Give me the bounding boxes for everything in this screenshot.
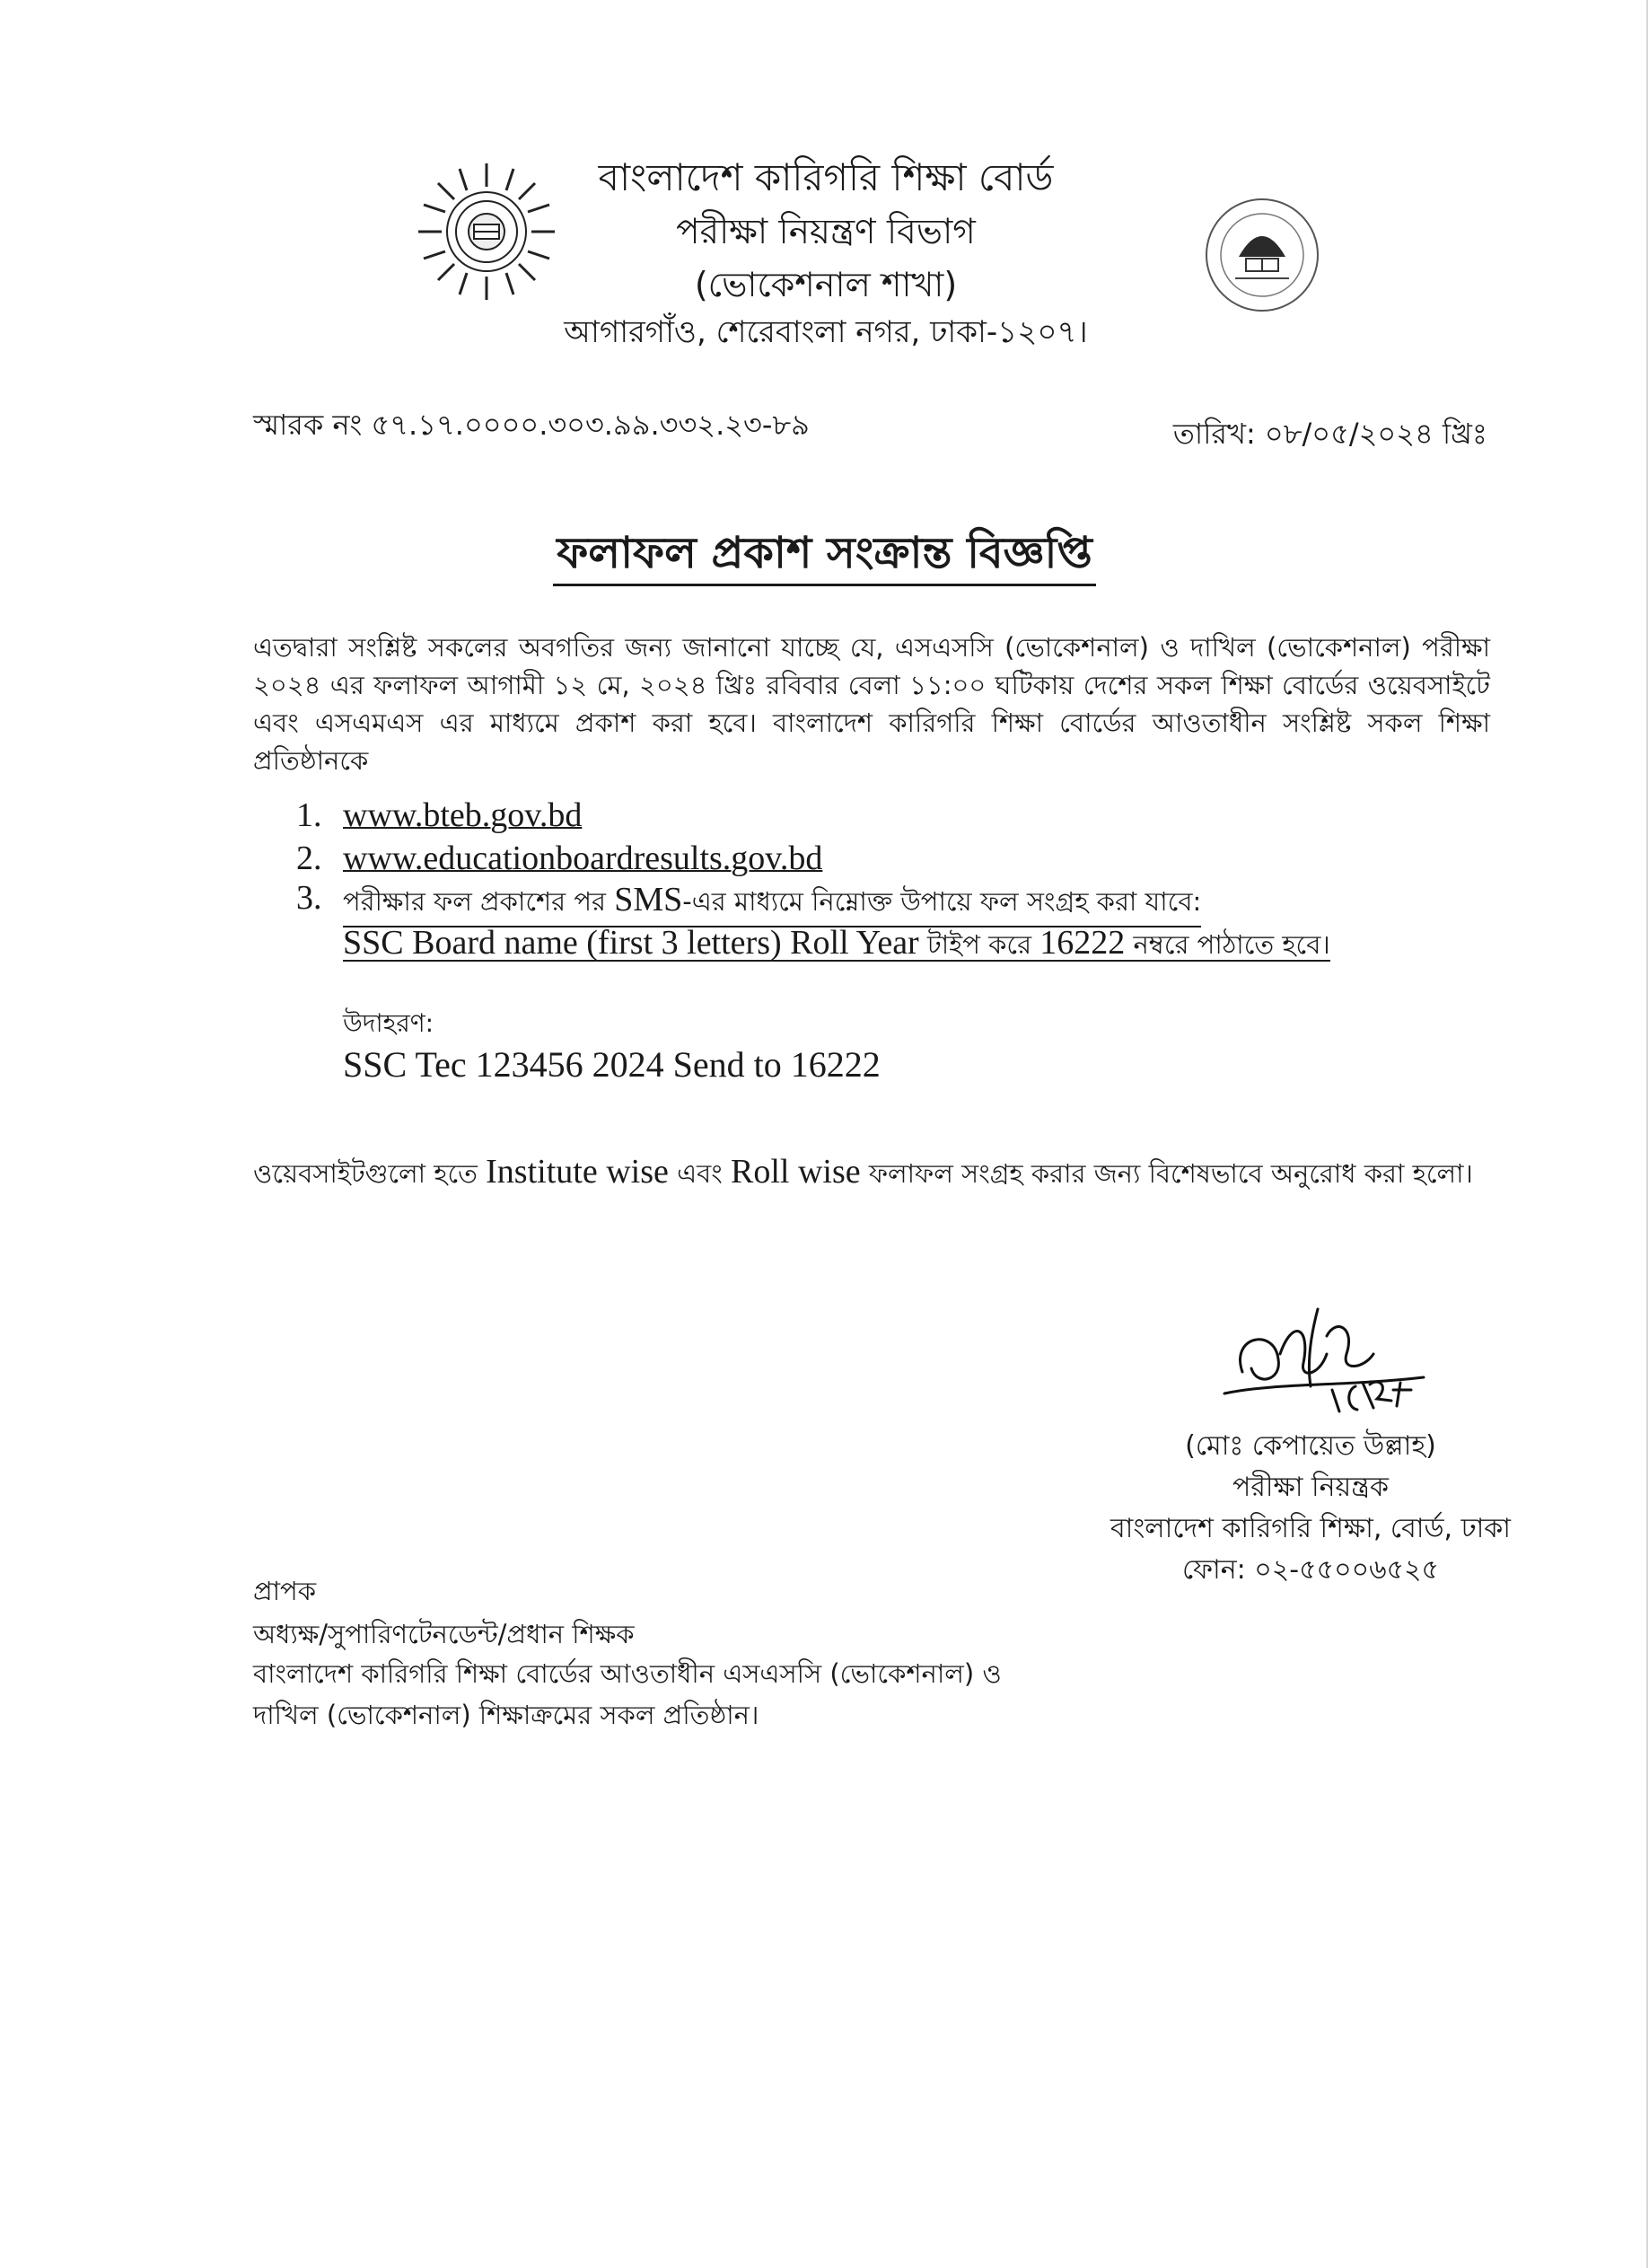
request-roll-wise: Roll wise [730,1153,861,1191]
org-address: আগারগাঁও, শেরেবাংলা নগর, ঢাকা-১২০৭। [564,314,1088,350]
memo-number: স্মারক নং ৫৭.১৭.০০০০.৩০৩.৯৯.৩৩২.২৩-৮৯ [253,408,810,442]
sms-instruction-part: -এর মাধ্যমে নিম্নোক্ত উপায়ে ফল সংগ্রহ করা যাবে: [682,886,1202,917]
sms-word: SMS [614,881,683,919]
notice-title-text: ফলাফল প্রকাশ সংক্রান্ত বিজ্ঞপ্তি [553,528,1096,586]
org-name: বাংলাদেশ কারিগরি শিক্ষা বোর্ড [598,155,1054,199]
notice-title [0,521,1649,592]
signatory-org: বাংলাদেশ কারিগরি শিক্ষা, বোর্ড, ঢাকা [1110,1513,1511,1544]
handwritten-signature [1221,1300,1427,1429]
sms-format-text: টাইপ করে [918,929,1040,960]
recipients-label: প্রাপক [253,1576,317,1606]
bteb-website-link[interactable]: www.bteb.gov.bd [343,796,583,834]
sms-format-text: নম্বরে পাঠাতে হবে। [1125,929,1330,960]
example-label: উদাহরণ: [343,1008,434,1038]
sms-format-pattern: SSC Board name (first 3 letters) Roll Year [343,924,919,962]
notice-date: তারিখ: ০৮/০৫/২০২৪ খ্রিঃ [1172,417,1487,451]
board-seal-icon [1199,192,1325,321]
signatory-phone: ফোন: ০২-৫৫০০৬৫২৫ [1181,1554,1440,1586]
sms-example: SSC Tec 123456 2024 Send to 16222 [343,1044,881,1085]
signatory-name: (মোঃ কেপায়েত উল্লাহ) [1185,1430,1436,1462]
intro-paragraph: এতদ্বারা সংশ্লিষ্ট সকলের অবগতির জন্য জানানো যাচ্ছে যে, এসএসসি (ভোকেশনাল) ও দাখিল (ভোকেশনাল) পরীক্ষা ২০২৪ এর ফলাফল আগামী ১২ মে, ২০২৪ খ্রিঃ রবিবার বেলা ১১:০০ ঘটিকায় দেশের সকল শিক্ষা বোর্ডের ওয়েবসাইটে এবং এসএমএস এর মাধ্যমে প্রকাশ করা হবে। বাংলাদেশ কারিগরি শিক্ষা বোর্ডের আওতাধীন সংশ্লিষ্ট সকল শিক্ষা প্রতিষ্ঠানকে [253,632,1490,776]
list-number: 2. [296,840,322,877]
sms-instruction-part: পরীক্ষার ফল প্রকাশের পর [343,886,615,917]
recipient-line: বাংলাদেশ কারিগরি শিক্ষা বোর্ডের আওতাধীন এসএসসি (ভোকেশনাল) ও [253,1658,1002,1689]
request-text: ওয়েবসাইটগুলো হতে [253,1158,487,1189]
recipient-line: অধ্যক্ষ/সুপারিণটেনডেন্ট/প্রধান শিক্ষক [253,1619,635,1649]
recipient-line: দাখিল (ভোকেশনাল) শিক্ষাক্রমের সকল প্রতিষ্ঠান। [253,1700,759,1730]
request-institute-wise: Institute wise [486,1153,669,1191]
list-number: 3. [296,879,322,917]
request-text: ফলাফল সংগ্রহ করার জন্য বিশেষভাবে অনুরোধ করা হলো। [860,1158,1473,1189]
signatory-title: পরীক্ষা নিয়ন্ত্রক [1232,1472,1389,1503]
scan-edge [1646,0,1648,2268]
education-board-results-link[interactable]: www.educationboardresults.gov.bd [343,840,823,877]
department-name: পরীক্ষা নিয়ন্ত্রণ বিভাগ [676,212,976,252]
request-text: এবং [668,1158,731,1189]
branch-name: (ভোকেশনাল শাখা) [694,265,958,304]
request-paragraph [253,1151,1490,1194]
sms-short-code: 16222 [1039,924,1126,962]
list-number: 1. [296,796,322,834]
sms-format [343,921,1492,966]
